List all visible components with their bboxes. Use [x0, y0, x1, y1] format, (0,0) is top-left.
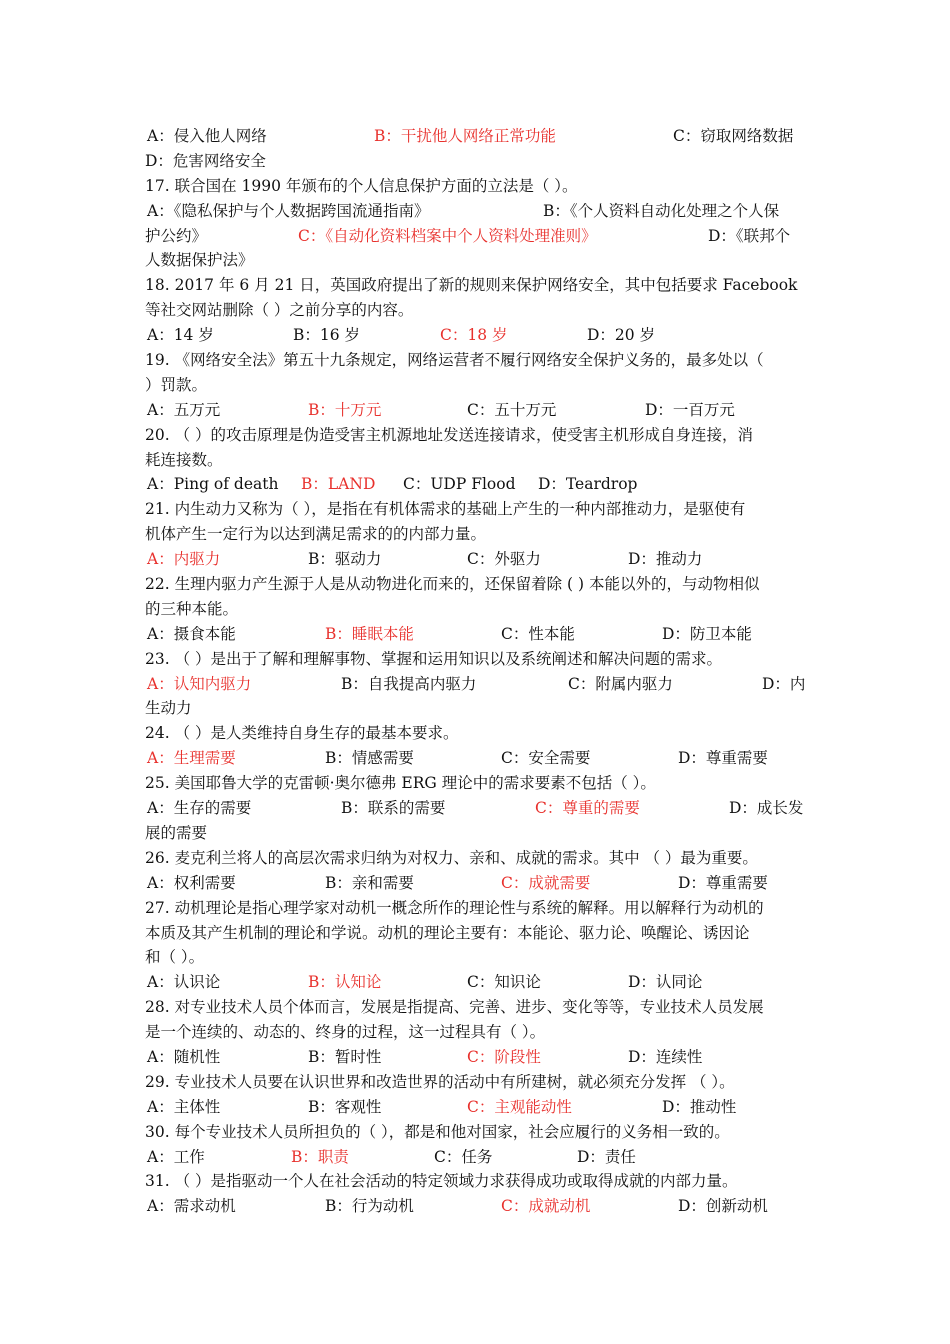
q19-option-c: C：五十万元	[467, 400, 557, 419]
q18-question-line1: 18. 2017 年 6 月 21 日，英国政府提出了新的规则来保护网络安全，其中包括要求 Facebook	[145, 276, 798, 295]
q16-options	[145, 124, 807, 149]
q17-option-c: C：《自动化资料档案中个人资料处理准则》	[298, 226, 597, 245]
q16-option-a: A：侵入他人网络	[147, 127, 267, 145]
q16-option-b: B：干扰他人网络正常功能	[374, 127, 556, 145]
q24-option-b: B：情感需要	[325, 749, 414, 768]
q27-option-b: B：认知论	[308, 973, 382, 992]
q26-option-a: A：权利需要	[147, 873, 236, 892]
q21-question-line2: 机体产生一定行为以达到满足需求的的内部力量。	[145, 525, 487, 544]
q18-options	[145, 323, 807, 348]
q23-option-c: C：附属内驱力	[568, 674, 673, 693]
q20-option-c: C：UDP Flood	[403, 475, 516, 494]
q22-question-line1: 22. 生理内驱力产生源于人是从动物进化而来的，还保留着除 ( ) 本能以外的，与动物相似	[145, 575, 760, 594]
q25-options	[145, 796, 807, 821]
q22-option-d: D：防卫本能	[662, 624, 752, 643]
q27-question-line1: 27. 动机理论是指心理学家对动机一概念所作的理论性与系统的解释。用以解释行为动机的	[145, 898, 764, 917]
q30-option-a: A：工作	[147, 1147, 205, 1166]
q24-option-d: D：尊重需要	[678, 749, 768, 768]
q27-option-a: A：认识论	[147, 973, 221, 992]
q21-option-a: A：内驱力	[147, 550, 221, 569]
q28-options	[145, 1045, 807, 1070]
q26-option-b: B：亲和需要	[325, 873, 414, 892]
q29-option-a: A：主体性	[147, 1097, 221, 1116]
q26-options	[145, 871, 807, 896]
q23-option-d: D：内	[762, 674, 806, 693]
q20-question-line1: 20. （ ）的攻击原理是伪造受害主机源地址发送连接请求，使受害主机形成自身连接，消	[145, 425, 754, 444]
q31-option-b: B：行为动机	[325, 1197, 414, 1216]
q17-option-a: A：《隐私保护与个人数据跨国流通指南》	[147, 201, 430, 220]
q21-options	[145, 547, 807, 572]
q16-option-d: D：危害网络安全	[145, 151, 266, 170]
q22-question-line2: 的三种本能。	[145, 599, 239, 618]
q16-option-c: C：窃取网络数据	[673, 127, 794, 145]
q17-options-2	[145, 224, 807, 249]
q30-option-b: B：职责	[291, 1147, 349, 1166]
q31-option-c: C：成就动机	[501, 1197, 591, 1216]
q19-question-line2: ）罚款。	[145, 375, 208, 394]
q28-option-b: B：暂时性	[308, 1047, 382, 1066]
q24-question: 24. （ ）是人类维持自身生存的最基本要求。	[145, 724, 459, 743]
q21-option-b: B：驱动力	[308, 550, 382, 569]
q17-options	[145, 199, 807, 224]
q28-option-c: C：阶段性	[467, 1047, 541, 1066]
q29-option-b: B：客观性	[308, 1097, 382, 1116]
q22-option-b: B：睡眠本能	[325, 624, 414, 643]
q21-question-line1: 21. 内生动力又称为（ ），是指在有机体需求的基础上产生的一种内部推动力，是驱使有	[145, 500, 746, 519]
q17-option-d: D：《联邦个	[708, 226, 791, 245]
q18-option-d: D：20 岁	[587, 326, 656, 345]
q27-options	[145, 970, 807, 995]
q18-question-line2: 等社交网站删除（ ）之前分享的内容。	[145, 301, 414, 320]
q18-option-a: A：14 岁	[147, 326, 214, 345]
q20-option-d: D：Teardrop	[538, 475, 638, 494]
q28-option-d: D：连续性	[628, 1047, 703, 1066]
q23-option-d-cont: 生动力	[145, 699, 192, 718]
q21-option-c: C：外驱力	[467, 550, 541, 569]
q19-options	[145, 398, 807, 423]
q30-options	[145, 1145, 807, 1170]
q25-question: 25. 美国耶鲁大学的克雷顿·奥尔德弗 ERG 理论中的需求要素不包括（ ）。	[145, 774, 656, 793]
q25-option-d: D：成长发	[729, 799, 804, 818]
q18-option-c: C：18 岁	[440, 326, 508, 345]
q22-option-a: A：摄食本能	[147, 624, 236, 643]
q26-question: 26. 麦克利兰将人的高层次需求归纳为对权力、亲和、成就的需求。其中 （ ）最为重要。	[145, 848, 758, 867]
q23-options	[145, 672, 807, 697]
q22-option-c: C：性本能	[501, 624, 575, 643]
q24-options	[145, 746, 807, 771]
q28-option-a: A：随机性	[147, 1047, 221, 1066]
q29-option-c: C：主观能动性	[467, 1097, 572, 1116]
q23-question: 23. （ ）是出于了解和理解事物、掌握和运用知识以及系统阐述和解决问题的需求。	[145, 649, 723, 668]
q31-question: 31. （ ）是指驱动一个人在社会活动的特定领域力求获得成功或取得成就的内部力量。	[145, 1172, 738, 1191]
q18-option-b: B：16 岁	[293, 326, 361, 345]
q17-option-b: B：《个人资料自动化处理之个人保	[543, 201, 780, 220]
q29-question: 29. 专业技术人员要在认识世界和改造世界的活动中有所建树，就必须充分发挥 （ ）。	[145, 1072, 735, 1091]
q20-option-b: B：LAND	[301, 475, 376, 494]
q27-question-line2: 本质及其产生机制的理论和学说。动机的理论主要有：本能论、驱力论、唤醒论、诱因论	[145, 923, 750, 942]
q19-option-b: B：十万元	[308, 400, 382, 419]
q23-option-a: A：认知内驱力	[147, 674, 252, 693]
quiz-page	[145, 124, 807, 1219]
q25-option-a: A：生存的需要	[147, 799, 252, 818]
q20-option-a: A：Ping of death	[147, 475, 279, 494]
q17-question: 17. 联合国在 1990 年颁布的个人信息保护方面的立法是（ ）。	[145, 176, 578, 195]
q25-option-d-cont: 展的需要	[145, 823, 208, 842]
q27-option-d: D：认同论	[628, 973, 703, 992]
q30-option-c: C：任务	[434, 1147, 493, 1166]
q31-option-d: D：创新动机	[678, 1197, 768, 1216]
q27-question-line3: 和（ ）。	[145, 948, 205, 967]
q19-option-a: A：五万元	[147, 400, 221, 419]
q30-question: 30. 每个专业技术人员所担负的（ ），都是和他对国家，社会应履行的义务相一致的。	[145, 1122, 730, 1141]
q27-option-c: C：知识论	[467, 973, 541, 992]
q31-option-a: A：需求动机	[147, 1197, 236, 1216]
q28-question-line2: 是一个连续的、动态的、终身的过程，这一过程具有（ ）。	[145, 1023, 546, 1042]
q23-option-b: B：自我提高内驱力	[341, 674, 477, 693]
q28-question-line1: 28. 对专业技术人员个体而言，发展是指提高、完善、进步、变化等等，专业技术人员发展	[145, 998, 764, 1017]
q26-option-c: C：成就需要	[501, 873, 591, 892]
q19-question-line1: 19. 《网络安全法》第五十九条规定，网络运营者不履行网络安全保护义务的，最多处以（	[145, 351, 764, 370]
q20-question-line2: 耗连接数。	[145, 450, 223, 469]
q24-option-c: C：安全需要	[501, 749, 591, 768]
q21-option-d: D：推动力	[628, 550, 703, 569]
q19-option-d: D：一百万元	[645, 400, 735, 419]
q24-option-a: A：生理需要	[147, 749, 236, 768]
q29-option-d: D：推动性	[662, 1097, 737, 1116]
q17-option-d-cont: 人数据保护法》	[145, 251, 254, 270]
q20-options	[145, 472, 807, 497]
q30-option-d: D：责任	[577, 1147, 636, 1166]
q25-option-b: B：联系的需要	[341, 799, 446, 818]
q25-option-c: C：尊重的需要	[535, 799, 640, 818]
q22-options	[145, 622, 807, 647]
q29-options	[145, 1095, 807, 1120]
q26-option-d: D：尊重需要	[678, 873, 768, 892]
q31-options	[145, 1194, 807, 1219]
q17-option-b-cont: 护公约》	[145, 226, 208, 245]
